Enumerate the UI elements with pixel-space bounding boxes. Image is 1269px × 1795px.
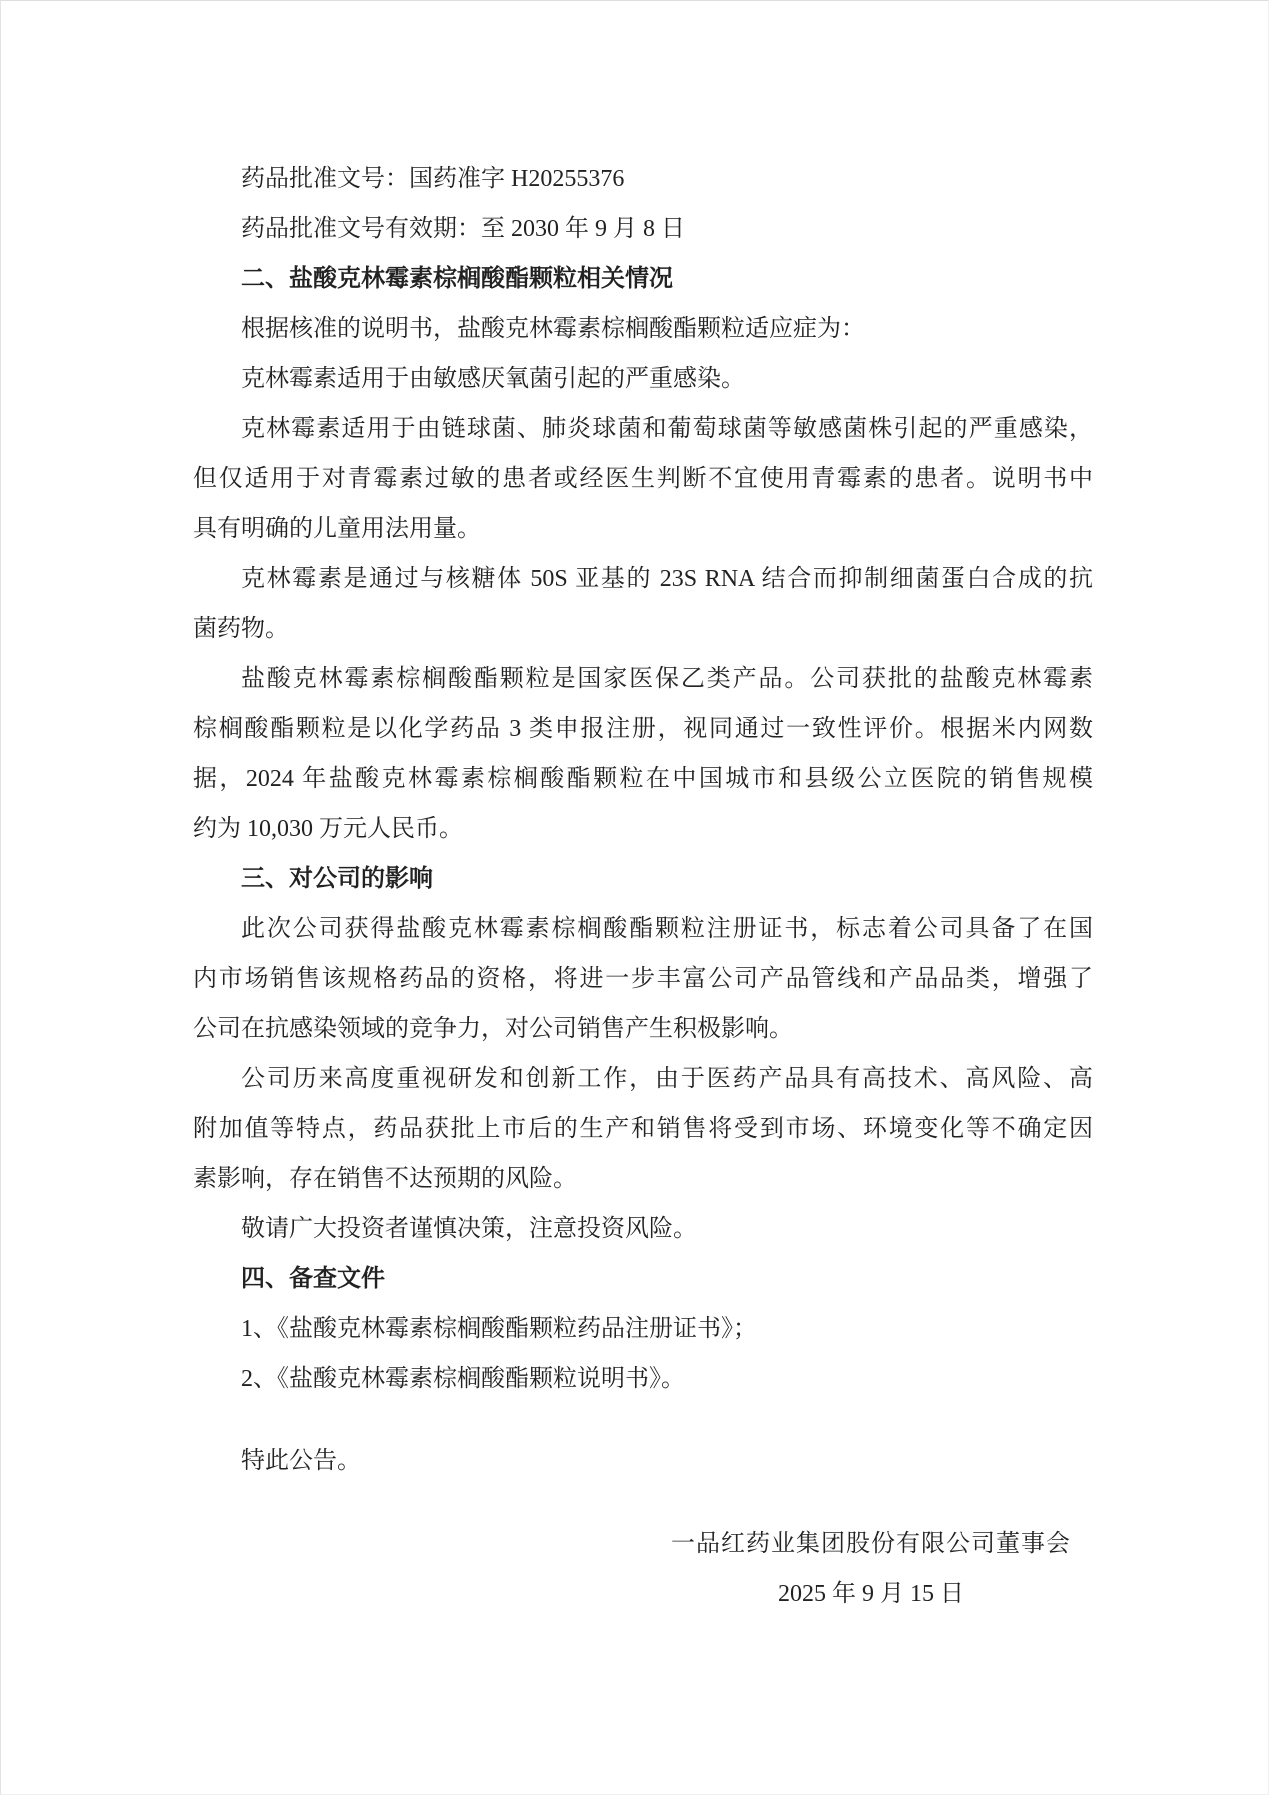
doc-line: 克林霉素是通过与核糖体 50S 亚基的 23S RNA 结合而抑制细菌蛋白合成的抗	[241, 566, 1093, 592]
section-heading-4: 四、备查文件	[241, 1266, 385, 1292]
doc-line: 此次公司获得盐酸克林霉素棕榈酸酯颗粒注册证书，标志着公司具备了在国	[241, 916, 1093, 942]
blank-gap	[193, 1486, 1093, 1519]
doc-line: 内市场销售该规格药品的资格，将进一步丰富公司产品管线和产品品类，增强了	[193, 966, 1093, 992]
signature-block	[667, 1519, 1075, 1619]
doc-line: 克林霉素适用于由敏感厌氧菌引起的严重感染。	[241, 366, 745, 392]
doc-line: 约为 10,030 万元人民币。	[193, 816, 463, 842]
doc-line: 素影响，存在销售不达预期的风险。	[193, 1166, 577, 1192]
section-heading-3: 三、对公司的影响	[241, 866, 433, 892]
doc-line: 克林霉素适用于由链球菌、肺炎球菌和葡萄球菌等敏感菌株引起的严重感染，	[241, 416, 1093, 442]
reference-doc-2: 2、《盐酸克林霉素棕榈酸酯颗粒说明书》。	[241, 1366, 685, 1392]
doc-line: 菌药物。	[193, 616, 289, 642]
doc-line: 具有明确的儿童用法用量。	[193, 516, 481, 542]
doc-line: 根据核准的说明书，盐酸克林霉素棕榈酸酯颗粒适应症为：	[241, 316, 865, 342]
signature-date: 2025 年 9 月 15 日	[778, 1581, 964, 1607]
doc-line: 棕榈酸酯颗粒是以化学药品 3 类申报注册，视同通过一致性评价。根据米内网数	[193, 716, 1093, 742]
doc-line: 公司在抗感染领域的竞争力，对公司销售产生积极影响。	[193, 1016, 793, 1042]
section-heading-2: 二、盐酸克林霉素棕榈酸酯颗粒相关情况	[241, 266, 673, 292]
approval-number-line: 药品批准文号：国药准字 H20255376	[241, 166, 625, 192]
signature-company: 一品红药业集团股份有限公司董事会	[671, 1531, 1071, 1557]
document-body	[193, 154, 1093, 1619]
doc-line: 盐酸克林霉素棕榈酸酯颗粒是国家医保乙类产品。公司获批的盐酸克林霉素	[241, 666, 1093, 692]
reference-doc-1: 1、《盐酸克林霉素棕榈酸酯颗粒药品注册证书》；	[241, 1316, 757, 1342]
doc-line: 附加值等特点，药品获批上市后的生产和销售将受到市场、环境变化等不确定因	[193, 1116, 1093, 1142]
doc-line: 敬请广大投资者谨慎决策，注意投资风险。	[241, 1216, 697, 1242]
doc-line: 但仅适用于对青霉素过敏的患者或经医生判断不宜使用青霉素的患者。说明书中	[193, 466, 1093, 492]
doc-line: 公司历来高度重视研发和创新工作，由于医药产品具有高技术、高风险、高	[241, 1066, 1093, 1092]
doc-line: 据，2024 年盐酸克林霉素棕榈酸酯颗粒在中国城市和县级公立医院的销售规模	[193, 766, 1093, 792]
approval-validity-line: 药品批准文号有效期：至 2030 年 9 月 8 日	[241, 216, 685, 242]
blank-gap	[193, 1404, 1093, 1436]
closing-line: 特此公告。	[241, 1448, 361, 1474]
